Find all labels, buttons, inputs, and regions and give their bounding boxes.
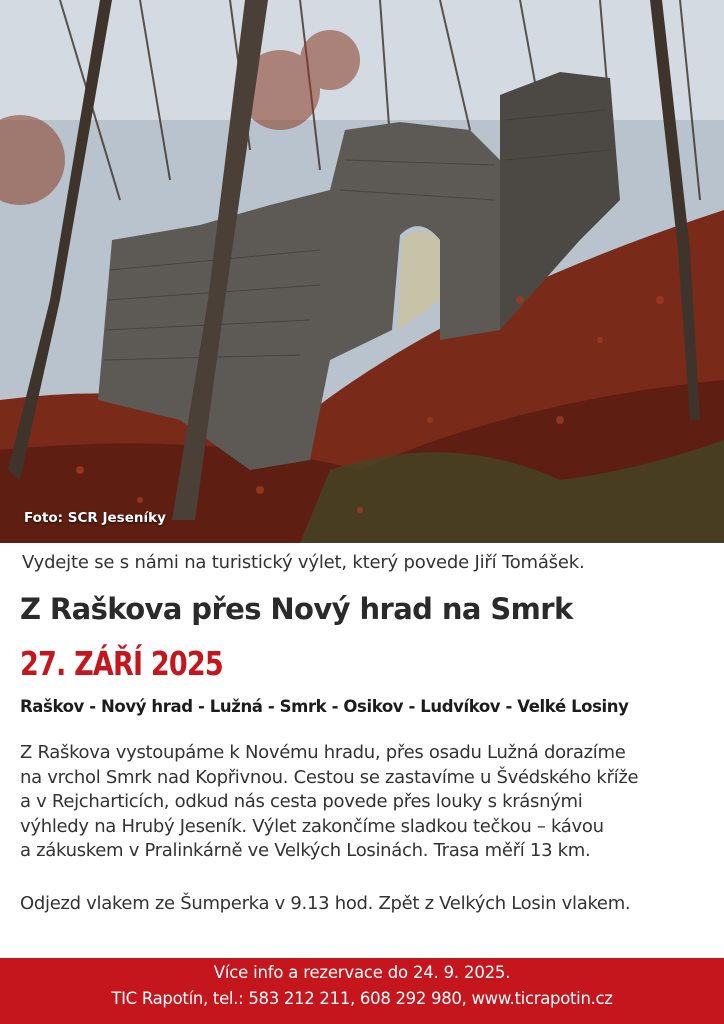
- page-title: Z Raškova přes Nový hrad na Smrk: [20, 592, 573, 626]
- description-line: výhledy na Hrubý Jeseník. Výlet zakončíme sladkou tečkou – kávou: [20, 815, 604, 837]
- event-date: 27. ZÁŘÍ 2025: [20, 644, 223, 683]
- photo-credit: Foto: SCR Jeseníky: [24, 510, 166, 526]
- footer-reservation: Více info a rezervace do 24. 9. 2025.: [213, 963, 511, 982]
- footer-banner: [0, 958, 724, 1024]
- route-stops: Raškov - Nový hrad - Lužná - Smrk - Osikov - Ludvíkov - Velké Losiny: [20, 697, 629, 716]
- departure-info: Odjezd vlakem ze Šumperka v 9.13 hod. Zpět z Velkých Losin vlakem.: [20, 893, 631, 914]
- description-line: Z Raškova vystoupáme k Novému hradu, přes osadu Lužná dorazíme: [20, 742, 626, 763]
- description-line: a zákuskem v Pralinkárně ve Velkých Losinách. Trasa měří 13 km.: [20, 840, 591, 861]
- description: [20, 741, 710, 864]
- description-line: na vrchol Smrk nad Kopřivnou. Cestou se zastavíme u Švédského kříže: [20, 766, 639, 788]
- footer-contact[interactable]: TIC Rapotín, tel.: 583 212 211, 608 292 980, www.ticrapotin.cz: [111, 989, 613, 1008]
- description-line: a v Rejcharticích, odkud nás cesta povede přes louky s krásnými: [20, 791, 583, 812]
- intro-text: Vydejte se s námi na turistický výlet, který povede Jiří Tomášek.: [22, 552, 585, 573]
